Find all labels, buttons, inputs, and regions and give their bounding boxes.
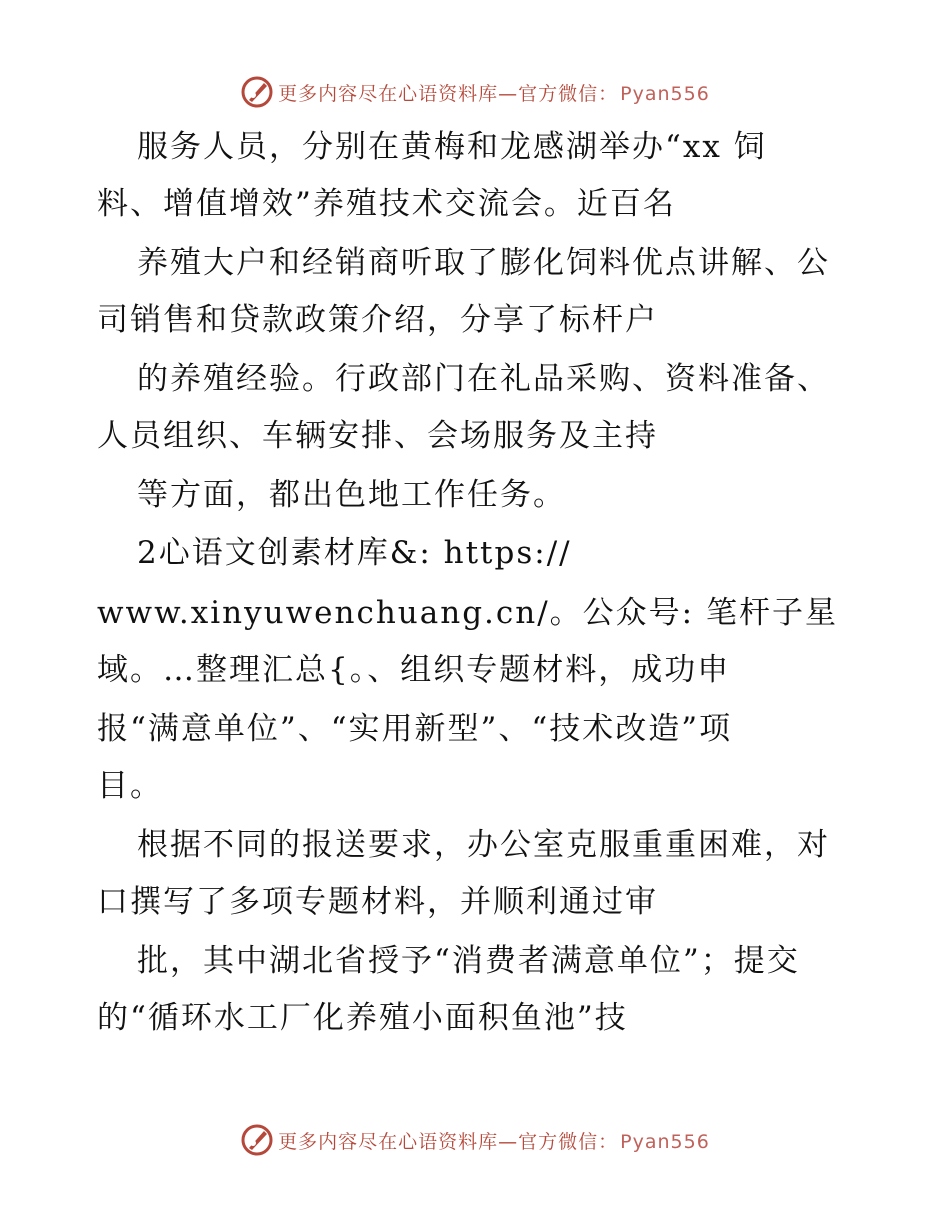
text-line: www.xinyuwenchuang.cn/。公众号: 笔杆子星 (97, 595, 838, 631)
text-line: 批，其中湖北省授予“消费者满意单位”；提交 (137, 943, 800, 979)
quill-logo-icon (240, 75, 274, 109)
quill-logo-icon (240, 1123, 274, 1157)
text-line: 2心语文创素材库&: https:// (137, 535, 572, 571)
text-line: 域。…整理汇总{。、组织专题材料，成功申 (97, 652, 731, 688)
text-line: 口撰写了多项专题材料，并顺利通过审 (97, 884, 658, 920)
watermark-wechat-id: Pyan556 (620, 1130, 710, 1153)
text-line: 等方面，都出色地工作任务。 (137, 477, 566, 513)
watermark-text: 更多内容尽在心语资料库—官方微信： Pyan556 (278, 1130, 710, 1153)
text-line: 报“满意单位”、“实用新型”、“技术改造”项 (97, 711, 733, 747)
text-line: 根据不同的报送要求，办公室克服重重困难，对 (137, 827, 830, 863)
text-line: 的养殖经验。行政部门在礼品采购、资料准备、 (137, 361, 830, 397)
watermark-wechat-id: Pyan556 (620, 82, 710, 105)
text-line: 司销售和贷款政策介绍，分享了标杆户 (97, 302, 658, 338)
header-watermark (0, 72, 950, 112)
text-line: 目。 (97, 768, 163, 804)
text-line: 人员组织、车辆安排、会场服务及主持 (97, 418, 658, 454)
text-line: 服务人员，分别在黄梅和龙感湖举办“xx 饲 (137, 129, 767, 165)
text-line: 的“循环水工厂化养殖小面积鱼池”技 (97, 1000, 628, 1036)
text-line: 养殖大户和经销商听取了膨化饲料优点讲解、公 (137, 245, 830, 281)
text-line: 料、增值增效”养殖技术交流会。近百名 (97, 186, 676, 222)
footer-watermark (0, 1120, 950, 1160)
watermark-text: 更多内容尽在心语资料库—官方微信： Pyan556 (278, 82, 710, 105)
